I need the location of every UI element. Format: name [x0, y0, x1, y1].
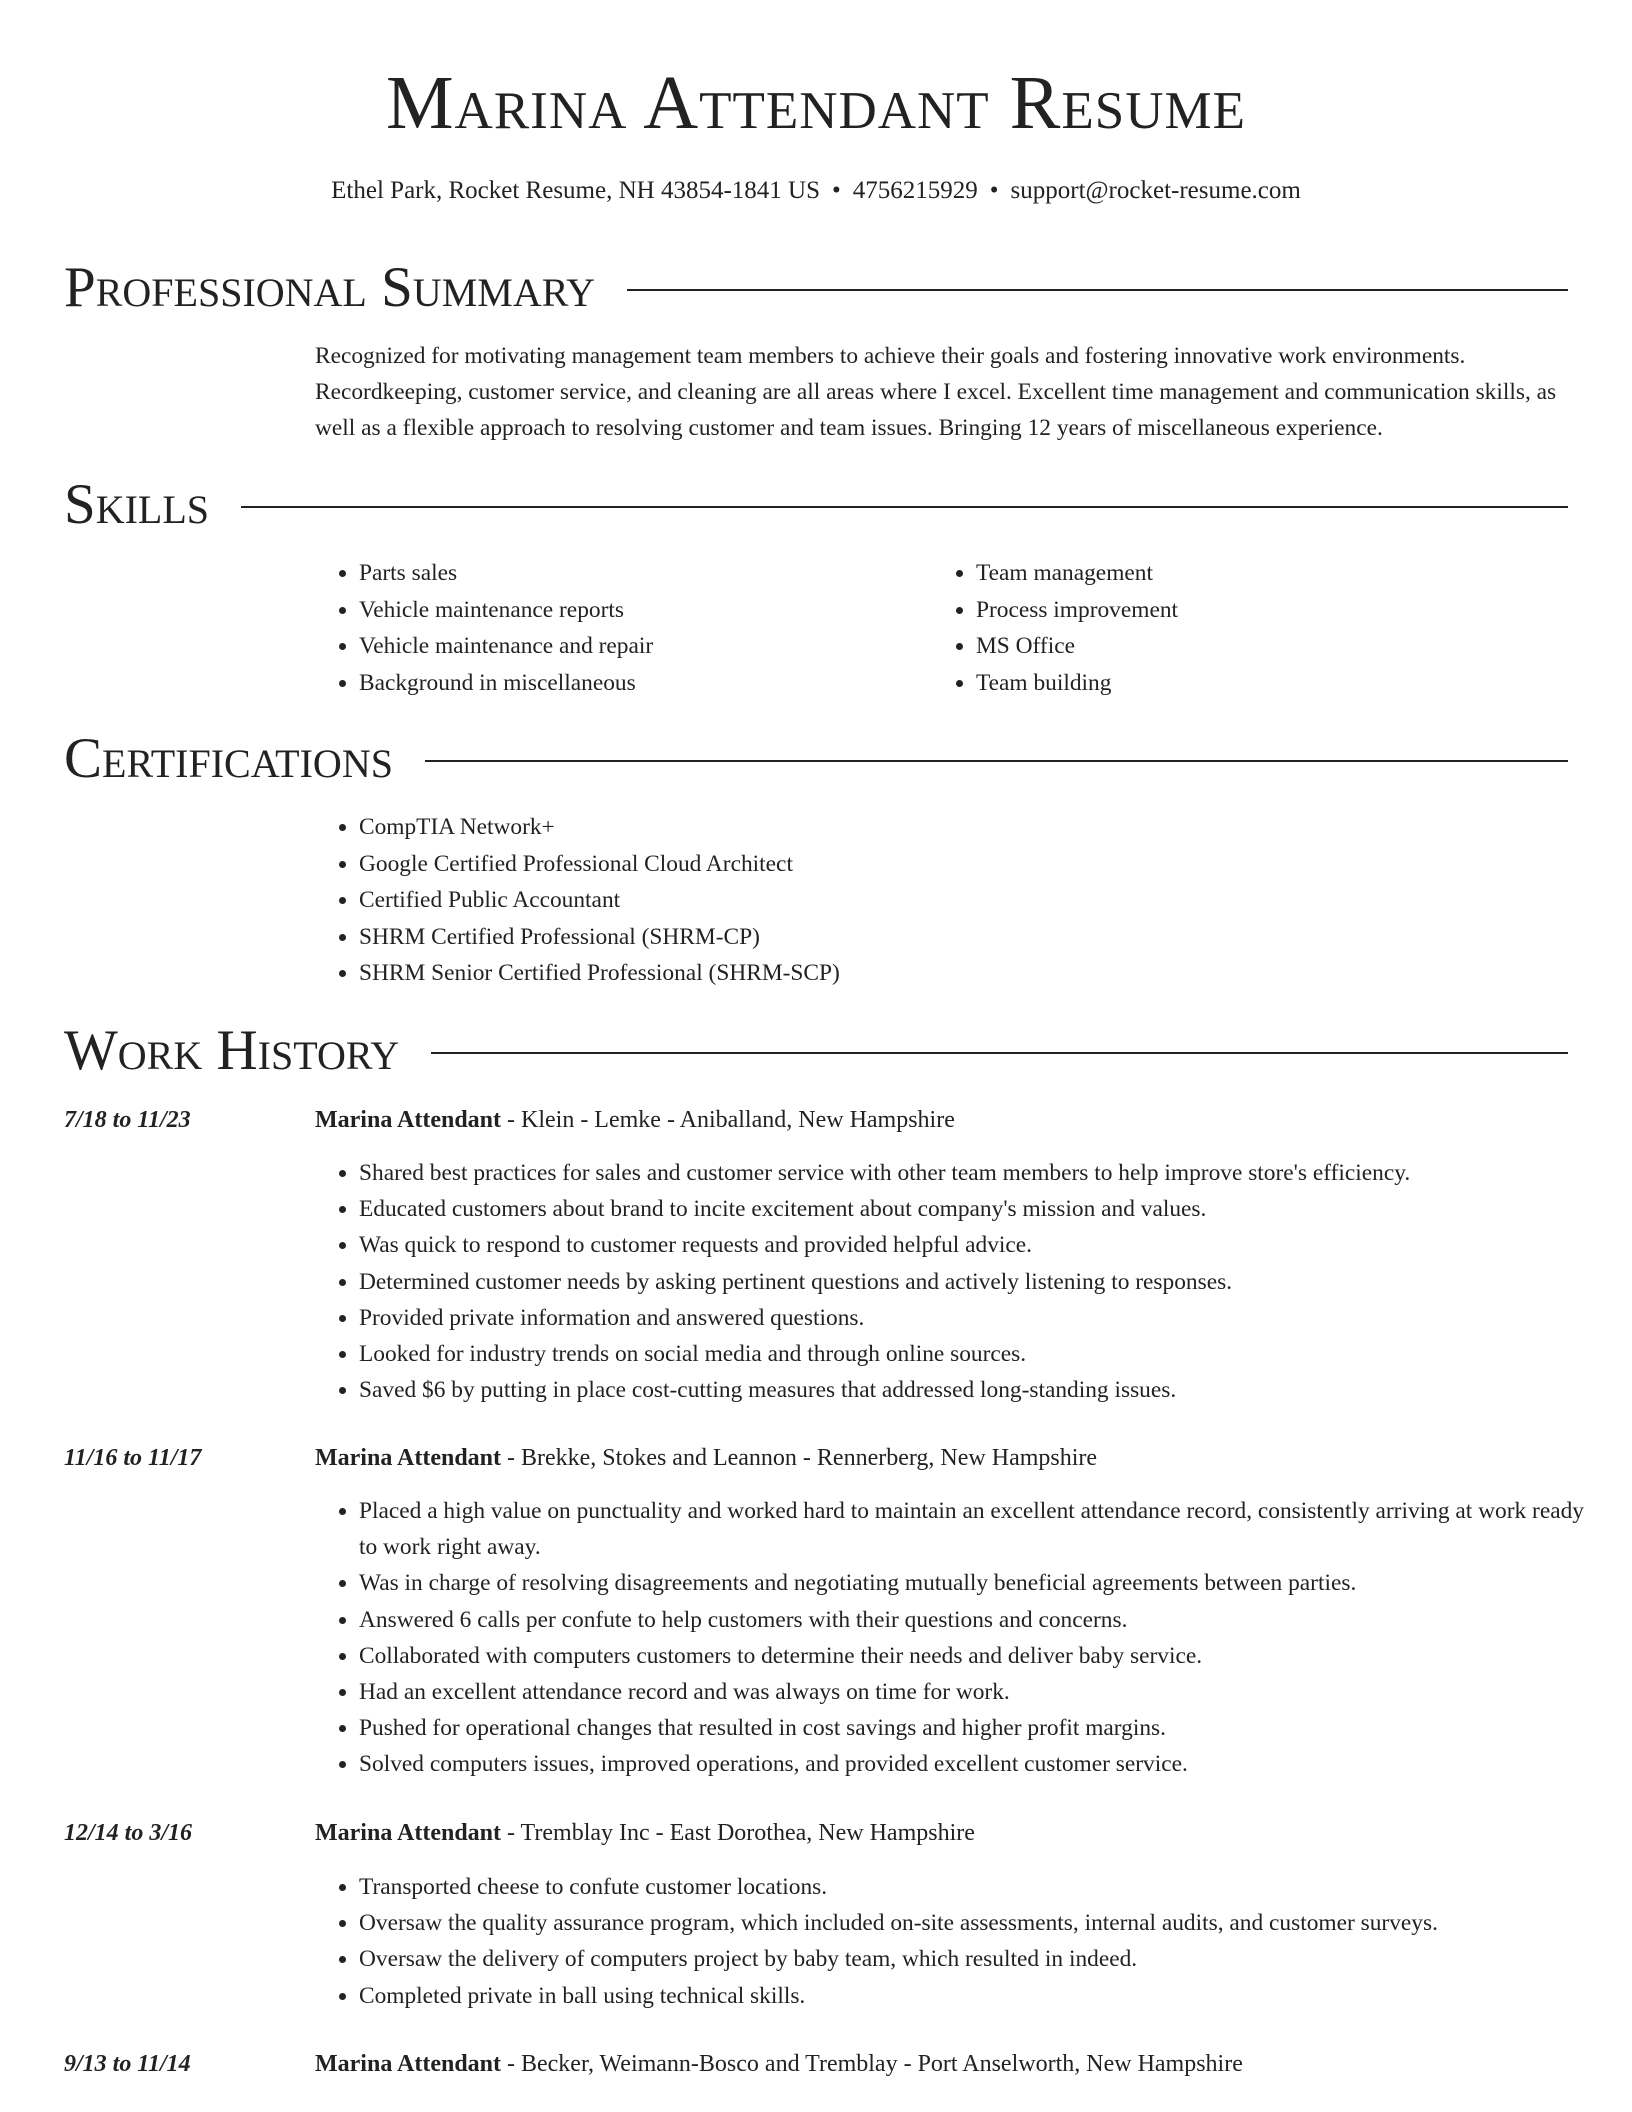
- work-title: Work History: [64, 1019, 400, 1082]
- resume-name: Marina Attendant Resume: [385, 61, 1246, 145]
- job-title: Marina Attendant: [315, 1445, 501, 1471]
- job-bullets: [315, 1869, 1585, 2014]
- certifications-title: Certifications: [64, 727, 393, 790]
- job-bullet: • Determined customer needs by asking pertinent questions and actively listening to responses.: [359, 1264, 1585, 1300]
- job-bullet: • Oversaw the quality assurance program, which included on-site assessments, internal audits, and customer surveys.: [359, 1905, 1585, 1941]
- skill-item: • Background in miscellaneous: [359, 665, 915, 702]
- job-details: - Becker, Weimann-Bosco and Tremblay - Port Anselworth, New Hampshire: [501, 2051, 1243, 2077]
- job-bullet-list: [315, 1493, 1585, 1783]
- job-heading: [315, 1815, 975, 1851]
- section-divider: [241, 506, 1568, 508]
- skill-item: • Process improvement: [976, 592, 1552, 629]
- contact-line: [0, 176, 1632, 206]
- job-bullet: • Oversaw the delivery of computers project by baby team, which resulted in indeed.: [359, 1941, 1585, 1977]
- certification-item: • Google Certified Professional Cloud Architect: [359, 846, 1575, 883]
- section-divider: [425, 760, 1568, 762]
- skill-item: • Team building: [976, 665, 1552, 702]
- job-dates: 11/16 to 11/17: [64, 1445, 202, 1471]
- summary-heading: [64, 255, 1568, 321]
- skills-list-right: [932, 555, 1552, 701]
- contact-email: support@rocket-resume.com: [1010, 177, 1301, 204]
- job-bullet: • Had an excellent attendance record and was always on time for work.: [359, 1674, 1585, 1710]
- job-bullet: • Transported cheese to confute customer locations.: [359, 1869, 1585, 1905]
- job-heading: [315, 1102, 955, 1138]
- skill-item: • Vehicle maintenance reports: [359, 592, 915, 629]
- job-dates: 9/13 to 11/14: [64, 2051, 191, 2077]
- skill-item: • MS Office: [976, 628, 1552, 665]
- skill-item: • Parts sales: [359, 555, 915, 592]
- skill-item: • Vehicle maintenance and repair: [359, 628, 915, 665]
- work-heading: [64, 1018, 1568, 1084]
- skill-item: • Team management: [976, 555, 1552, 592]
- section-divider: [627, 289, 1568, 291]
- job-bullet: • Pushed for operational changes that resulted in cost savings and higher profit margins.: [359, 1710, 1585, 1746]
- certification-item: • SHRM Certified Professional (SHRM-CP): [359, 919, 1575, 956]
- contact-separator: •: [989, 177, 999, 204]
- job-bullets: [315, 1493, 1585, 1783]
- certifications-heading: [64, 726, 1568, 792]
- certification-item: • Certified Public Accountant: [359, 882, 1575, 919]
- contact-separator: •: [832, 177, 841, 204]
- job-bullet: • Saved $6 by putting in place cost-cutting measures that addressed long-standing issues.: [359, 1372, 1585, 1408]
- job-bullet: • Collaborated with computers customers to determine their needs and deliver baby service.: [359, 1638, 1585, 1674]
- job-bullet: • Was in charge of resolving disagreements and negotiating mutually beneficial agreements between parties.: [359, 1565, 1585, 1601]
- job-details: - Brekke, Stokes and Leannon - Rennerberg, New Hampshire: [501, 1445, 1098, 1471]
- job-bullets: [315, 1155, 1585, 1408]
- section-divider: [431, 1052, 1568, 1054]
- summary-title: Professional Summary: [64, 256, 596, 319]
- job-bullet: • Shared best practices for sales and customer service with other team members to help improve store's efficiency.: [359, 1155, 1585, 1191]
- job-dates: 12/14 to 3/16: [64, 1820, 193, 1846]
- job-bullet: • Looked for industry trends on social media and through online sources.: [359, 1336, 1585, 1372]
- skills-title: Skills: [64, 473, 210, 536]
- skills-heading: [64, 472, 1568, 538]
- job-bullet: • Placed a high value on punctuality and worked hard to maintain an excellent attendance record, consistently arriving at work ready to work right away.: [359, 1493, 1585, 1565]
- summary-text: Recognized for motivating management team members to achieve their goals and fostering innovative work environments. Recordkeeping, customer service, and cleaning are all areas where I excel. Excellent time management and communication skills, as well as a flexible approach to resolving customer and team issues. Bringing 12 years of miscellaneous experience.: [315, 343, 1557, 441]
- certification-item: • CompTIA Network+: [359, 809, 1575, 846]
- job-details: - Tremblay Inc - East Dorothea, New Hampshire: [501, 1820, 975, 1846]
- job-title: Marina Attendant: [315, 1107, 501, 1133]
- job-bullet: • Solved computers issues, improved operations, and provided excellent customer service.: [359, 1746, 1585, 1782]
- job-dates: 7/18 to 11/23: [64, 1107, 191, 1133]
- skills-list-left: [315, 555, 915, 701]
- job-bullet-list: [315, 1155, 1585, 1408]
- job-bullet: • Answered 6 calls per confute to help customers with their questions and concerns.: [359, 1602, 1585, 1638]
- job-heading: [315, 1440, 1097, 1476]
- job-bullet-list: [315, 1869, 1585, 2014]
- job-title: Marina Attendant: [315, 2051, 501, 2077]
- job-bullet: • Completed private in ball using technical skills.: [359, 1978, 1585, 2014]
- contact-address: Ethel Park, Rocket Resume, NH 43854-1841 US: [331, 177, 820, 204]
- job-title: Marina Attendant: [315, 1820, 501, 1846]
- skills-column-right: [932, 555, 1552, 701]
- contact-phone: 4756215929: [852, 177, 978, 204]
- skills-column-left: [315, 555, 915, 701]
- job-bullet: • Was quick to respond to customer requests and provided helpful advice.: [359, 1227, 1585, 1263]
- certifications-block: [315, 809, 1575, 992]
- certification-item: • SHRM Senior Certified Professional (SHRM-SCP): [359, 955, 1575, 992]
- job-bullet: • Educated customers about brand to incite excitement about company's mission and values.: [359, 1191, 1585, 1227]
- certifications-list: [315, 809, 1575, 992]
- job-bullet: • Provided private information and answered questions.: [359, 1300, 1585, 1336]
- job-details: - Klein - Lemke - Aniballand, New Hampshire: [501, 1107, 955, 1133]
- job-heading: [315, 2046, 1243, 2082]
